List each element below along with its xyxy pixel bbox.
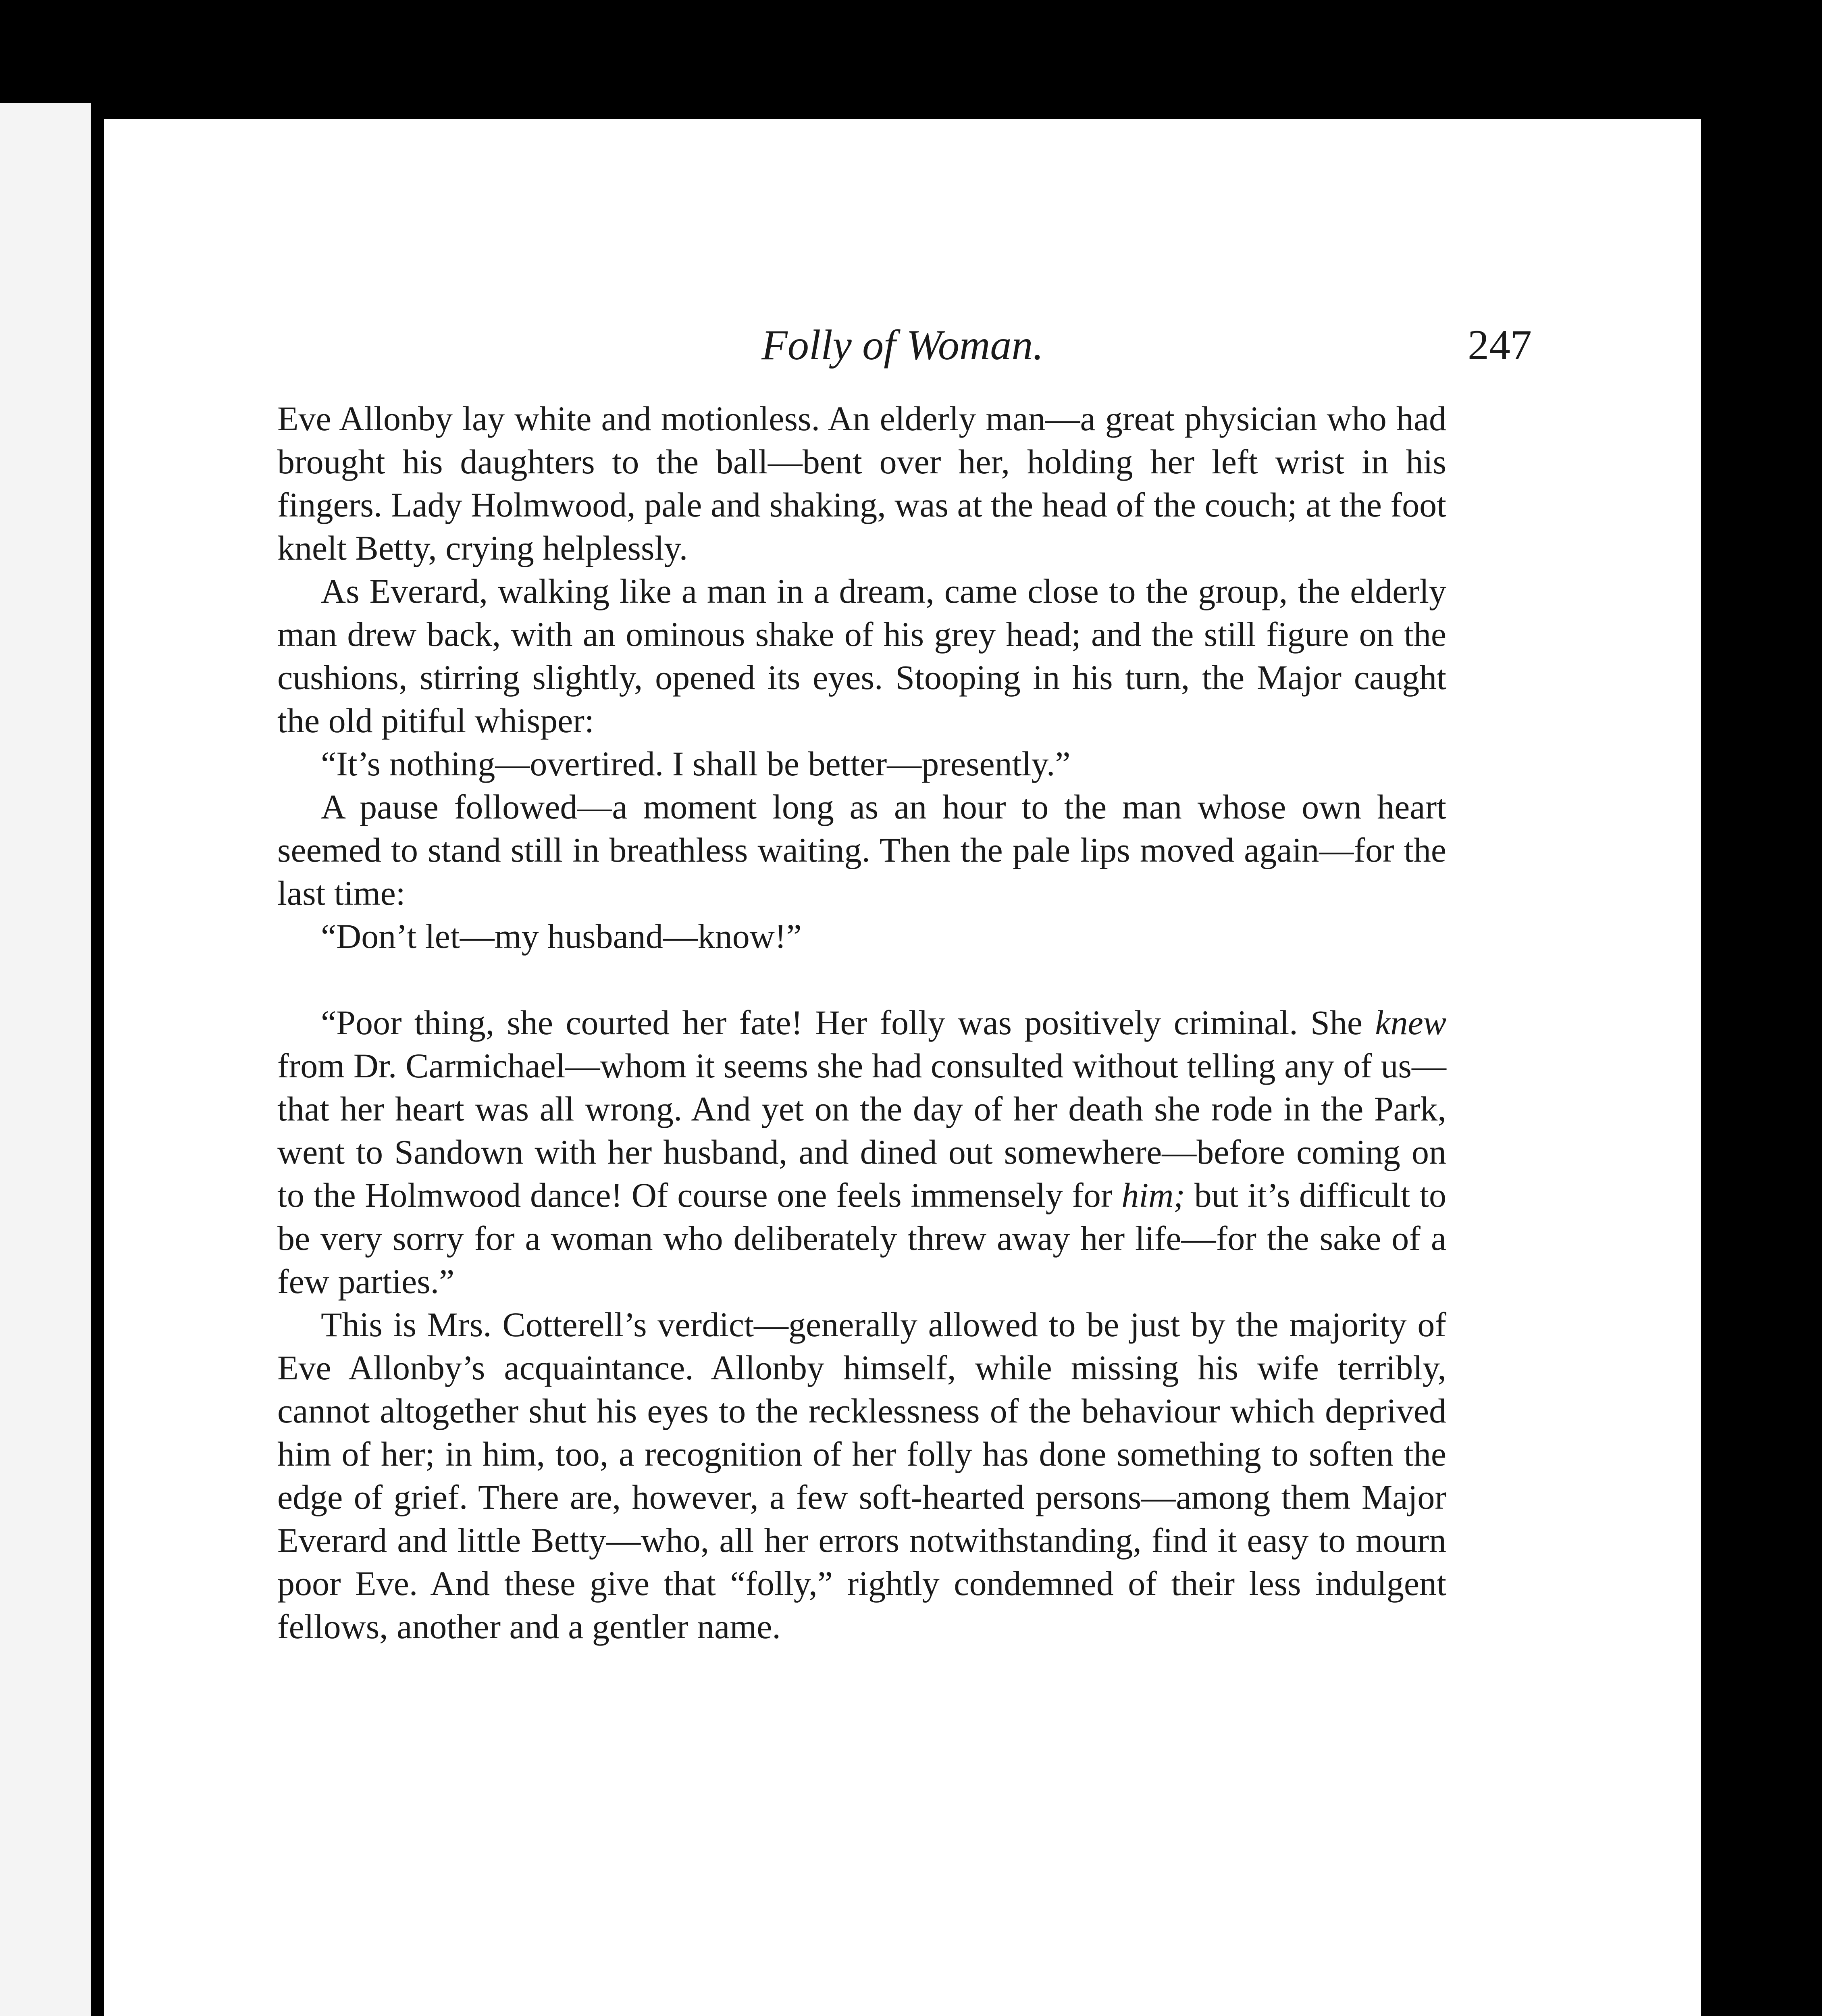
verdict-text-2: from Dr. Carmichael—whom it seems she had consulted without telling any of us—that her heart was all wrong. And yet on the day of her death she rode in the Park, went to Sandown with her husband, and dined out somewhere—before coming on to the Holmwood dance! Of course one feels immensely for [277, 1046, 1446, 1214]
body-text [277, 397, 1446, 1648]
paragraph-2: As Everard, walking like a man in a dream, came close to the group, the elderly man drew back, with an ominous shake of his grey head; and the still figure on the cushions, stirring slightly, opened its eyes. Stooping in his turn, the Major caught the old pitiful whisper: [277, 572, 1446, 740]
page-header [104, 321, 1701, 385]
dialogue-line-2: “Don’t let—my husband—know!” [321, 917, 802, 956]
verdict-text-3: but it’s difficult to be very sorry for a woman who deliberately threw away her life—for the sake of a few parties.” [277, 1176, 1447, 1301]
verdict-emphasis-him: him; [1121, 1176, 1185, 1214]
verdict-paragraph [277, 1001, 1446, 1303]
book-page [104, 119, 1701, 2016]
paragraph-1: Eve Allonby lay white and motionless. An elderly man—a great physician who had brought his daughters to the ball—bent over her, holding her left wrist in his fingers. Lady Holmwood, pale and shaking, was at the head of the couch; at the foot knelt Betty, crying helplessly. [277, 399, 1446, 567]
page-number: 247 [1468, 321, 1532, 369]
facing-page-edge [0, 103, 91, 2016]
running-title: Folly of Woman. [761, 321, 1044, 369]
dialogue-line-1: “It’s nothing—overtired. I shall be better—presently.” [321, 744, 1071, 783]
closing-paragraph: This is Mrs. Cotterell’s verdict—generally allowed to be just by the majority of Eve Allonby’s acquaintance. Allonby himself, while missing his wife terribly, cannot altogether shut his eyes to the recklessness of the behaviour which deprived him of her; in him, too, a recognition of her folly has done something to soften the edge of grief. There are, however, a few soft-hearted persons—among them Major Everard and little Betty—who, all her errors notwithstanding, find it easy to mourn poor Eve. And these give that “folly,” rightly condemned of their less indulgent fellows, another and a gentler name. [277, 1305, 1446, 1646]
verdict-text-1: “Poor thing, she courted her fate! Her folly was positively criminal. She [321, 1003, 1375, 1042]
section-break [277, 958, 1446, 1001]
verdict-emphasis-knew: knew [1375, 1003, 1446, 1042]
paragraph-3: A pause followed—a moment long as an hour to the man whose own heart seemed to stand still in breathless waiting. Then the pale lips moved again—for the last time: [277, 787, 1446, 912]
